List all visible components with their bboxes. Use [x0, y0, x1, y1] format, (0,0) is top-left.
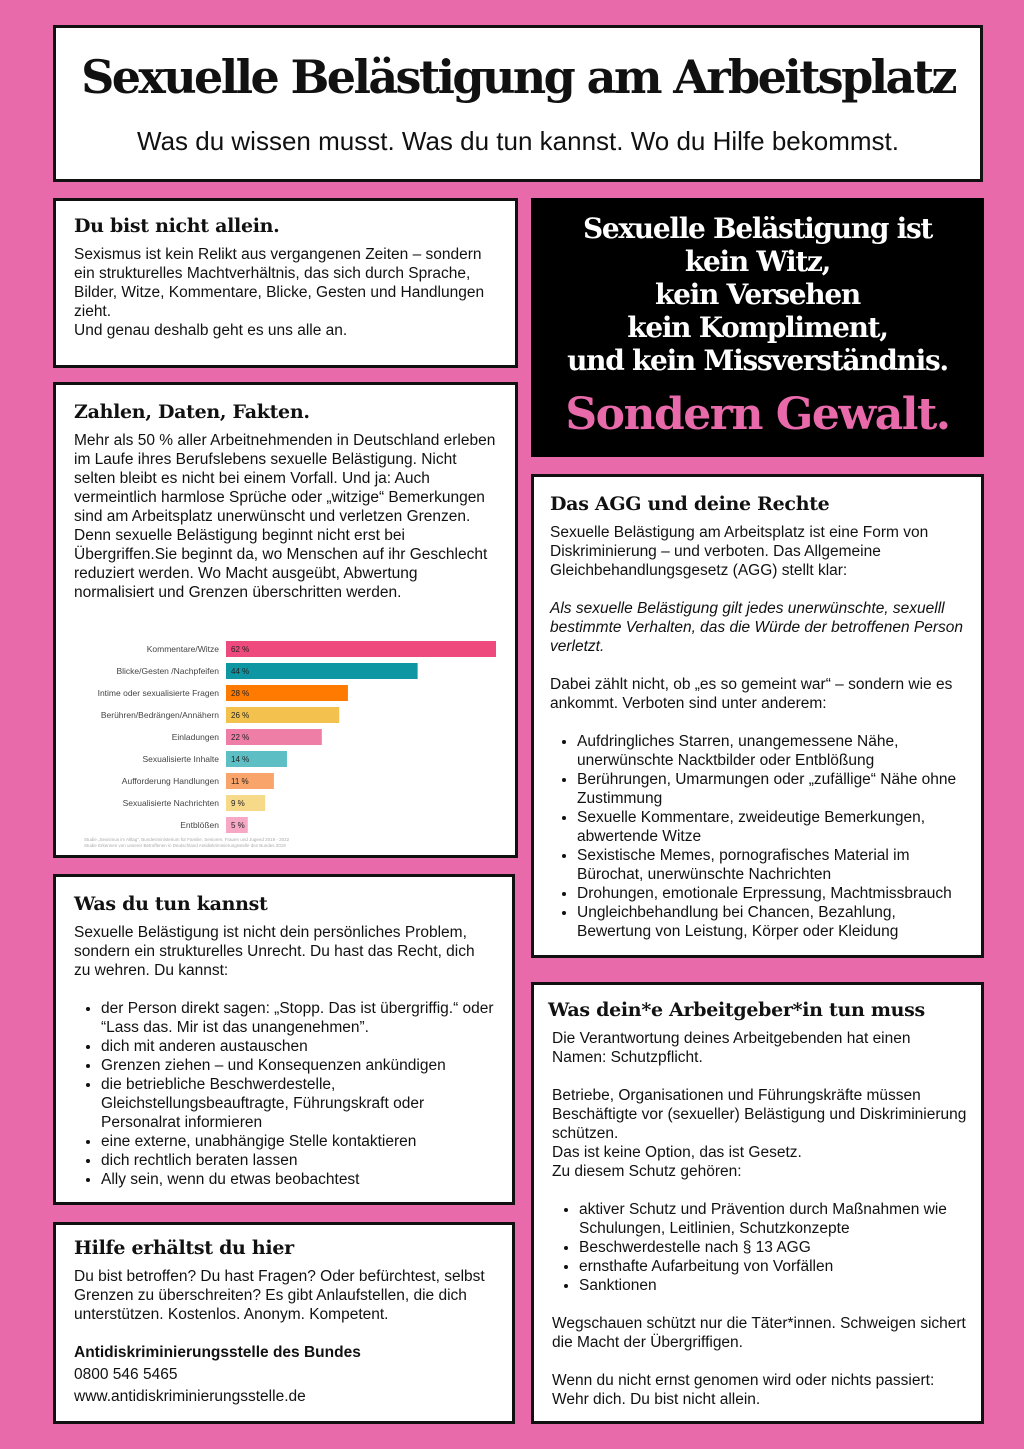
paragraph: Und genau deshalb geht es uns alle an. — [74, 322, 348, 339]
help-website-link[interactable]: www.antidiskriminierungsstelle.de — [74, 1388, 306, 1405]
chart-value-label: 28 % — [231, 689, 250, 698]
statement-box — [531, 198, 984, 457]
list-item: • dich mit anderen austauschen — [101, 1037, 494, 1056]
chart-value-label: 22 % — [231, 733, 250, 742]
paragraph: Sexismus ist kein Relikt aus vergangenen Zeiten – sondern ein strukturelles Machtverhältnis, das sich durch Sprache, Bilder, Witze, Kommentare, Blicke, Gesten und Handlungen zieht. — [74, 246, 485, 320]
duties-list — [552, 1200, 967, 1295]
list-item: • Sexuelle Kommentare, zweideutige Bemerkungen, abwertende Witze — [577, 808, 965, 846]
section-not-alone — [53, 198, 518, 368]
chart-source-note: Studie „Sexismus im Alltag“, Bundesministerium für Familie, Senioren, Frauen und Jugend 2019 - 2022 — [84, 837, 290, 842]
statement-line: kein Witz, — [684, 245, 831, 278]
list-item: • Grenzen ziehen – und Konsequenzen ankündigen — [101, 1056, 494, 1075]
paragraph: Das ist keine Option, das ist Gesetz. — [552, 1144, 802, 1161]
list-item: • Ally sein, wenn du etwas beobachtest — [101, 1170, 494, 1189]
paragraph: Mehr als 50 % aller Arbeitnehmenden in Deutschland erleben im Laufe ihres Berufslebens sexuelle Belästigung. Nicht selten bleibt es nicht bei einem Vorfall. Und ja: Auch vermeintlich harmlose Sprüche oder „witzige“ Bemerkungen sind am Arbeitsplatz unerwünscht und verletzen Grenzen. Denn sexuelle Belästigung beginnt nicht erst bei Übergriffen.Sie beginnt da, wo Menschen auf ihr Geschlecht reduziert werden. Wo Macht ausgeübt, Abwertung normalisiert und Grenzen überschritten werden. — [74, 432, 496, 601]
paragraph: Wenn du nicht ernst genomen wird oder nichts passiert: — [552, 1372, 935, 1389]
chart-bar — [226, 663, 418, 679]
paragraph: Du bist betroffen? Du hast Fragen? Oder befürchtest, selbst Grenzen zu überschreiten? Es gibt Anlaufstellen, die dich unterstützen. Kostenlos. Anonym. Kompetent. — [74, 1268, 485, 1323]
list-item: • Aufdringliches Starren, unangemessene Nähe, unerwünschte Nacktbilder oder Entblößung — [577, 732, 965, 770]
list-item: • Sanktionen — [579, 1276, 967, 1295]
list-item: • dich rechtlich beraten lassen — [101, 1151, 494, 1170]
section-heading: Zahlen, Daten, Fakten. — [74, 401, 310, 423]
chart-source-note: Studie Erkennen von unserer Betroffenen in Deutschland Antidiskriminierungsstelle des Bundes 2019 — [84, 843, 286, 848]
statement-line: und kein Missverständnis. — [567, 344, 948, 377]
chart-category-label: Kommentare/Witze — [146, 644, 219, 654]
section-what-you-can-do — [53, 874, 515, 1205]
list-item: • der Person direkt sagen: „Stopp. Das ist übergriffig.“ oder “Lass das. Mir ist das unangenehmen”. — [101, 999, 494, 1037]
chart-category-label: Intime oder sexualisierte Fragen — [97, 688, 219, 698]
section-heading: Das AGG und deine Rechte — [550, 493, 830, 515]
section-agg-rights — [531, 474, 984, 958]
help-organization: Antidiskriminierungsstelle des Bundes — [74, 1344, 361, 1361]
section-help — [53, 1222, 515, 1424]
paragraph: Die Verantwortung deines Arbeitgebenden hat einen Namen: Schutzpflicht. — [552, 1030, 911, 1066]
paragraph: Sexuelle Belästigung am Arbeitsplatz ist eine Form von Diskriminierung – und verboten. Das Allgemeine Gleichbehandlungsgesetz (AGG) stellt klar: — [550, 524, 929, 579]
section-heading: Was du tun kannst — [74, 893, 268, 915]
section-heading: Was dein*e Arbeitgeber*in tun muss — [548, 999, 925, 1021]
header-box — [53, 25, 983, 182]
list-item: • Sexistische Memes, pornografisches Material im Bürochat, unerwünschte Nachrichten — [577, 846, 965, 884]
statement-line: kein Kompliment, — [627, 311, 888, 344]
bar-chart — [74, 637, 502, 852]
chart-value-label: 9 % — [231, 799, 245, 808]
chart-value-label: 44 % — [231, 667, 250, 676]
list-item: • Beschwerdestelle nach § 13 AGG — [579, 1238, 967, 1257]
list-item: • Drohungen, emotionale Erpressung, Machtmissbrauch — [577, 884, 965, 903]
chart-category-label: Sexualisierte Inhalte — [142, 754, 219, 764]
paragraph: Zu diesem Schutz gehören: — [552, 1163, 742, 1180]
statement-line: kein Versehen — [655, 278, 860, 311]
chart-category-label: Berühren/Bedrängen/Annähern — [100, 710, 219, 720]
chart-value-label: 26 % — [231, 711, 250, 720]
list-item: • ernsthafte Aufarbeitung von Vorfällen — [579, 1257, 967, 1276]
chart-category-label: Aufforderung Handlungen — [121, 776, 219, 786]
list-item: • aktiver Schutz und Prävention durch Maßnahmen wie Schulungen, Leitlinien, Schutzkonzepte — [579, 1200, 967, 1238]
page-title: Sexuelle Belästigung am Arbeitsplatz — [81, 50, 955, 104]
chart-bar — [226, 641, 496, 657]
chart-value-label: 62 % — [231, 645, 250, 654]
section-heading: Hilfe erhältst du hier — [74, 1237, 294, 1259]
chart-value-label: 14 % — [231, 755, 250, 764]
statement-text — [531, 212, 984, 377]
help-phone[interactable]: 0800 546 5465 — [74, 1366, 178, 1383]
statement-line: Sexuelle Belästigung ist — [582, 212, 933, 245]
chart-category-label: Entblößen — [180, 820, 219, 830]
section-employer-duties — [531, 982, 984, 1424]
legal-definition-quote: Als sexuelle Belästigung gilt jedes unerwünschte, sexuelll bestimmte Verhalten, das die Würde der betroffenen Person verletzt. — [550, 600, 963, 655]
page-subtitle: Was du wissen musst. Was du tun kannst. Wo du Hilfe bekommst. — [137, 126, 899, 156]
list-item: • die betriebliche Beschwerdestelle, Gleichstellungsbeauftragte, Führungskraft oder Personalrat informieren — [101, 1075, 494, 1132]
list-item: • Ungleichbehandlung bei Chancen, Bezahlung, Bewertung von Leistung, Körper oder Kleidung — [577, 903, 965, 941]
list-item: • Berührungen, Umarmungen oder „zufällige“ Nähe ohne Zustimmung — [577, 770, 965, 808]
section-facts — [53, 382, 518, 858]
paragraph: Wegschauen schützt nur die Täter*innen. Schweigen sichert die Macht der Übergriffigen. — [552, 1315, 966, 1351]
paragraph: Sexuelle Belästigung ist nicht dein persönliches Problem, sondern ein strukturelles Unrecht. Du hast das Recht, dich zu wehren. Du kannst: — [74, 924, 475, 979]
chart-category-label: Einladungen — [171, 732, 219, 742]
paragraph: Wehr dich. Du bist nicht allein. — [552, 1391, 761, 1408]
chart-value-label: 11 % — [231, 777, 249, 786]
forbidden-list — [550, 732, 965, 941]
chart-value-label: 5 % — [231, 821, 245, 830]
section-heading: Du bist nicht allein. — [74, 215, 280, 237]
action-list — [74, 999, 494, 1189]
paragraph: Betriebe, Organisationen und Führungskräfte müssen Beschäftigte vor (sexueller) Belästigung und Diskriminierung schützen. — [552, 1087, 967, 1142]
chart-category-label: Sexualisierte Nachrichten — [122, 798, 219, 808]
paragraph: Dabei zählt nicht, ob „es so gemeint war“ – sondern wie es ankommt. Verboten sind unter anderem: — [550, 676, 953, 712]
chart-category-label: Blicke/Gesten /Nachpfeifen — [116, 666, 219, 676]
statement-emphasis: Sondern Gewalt. — [565, 389, 950, 440]
list-item: • eine externe, unabhängige Stelle kontaktieren — [101, 1132, 494, 1151]
